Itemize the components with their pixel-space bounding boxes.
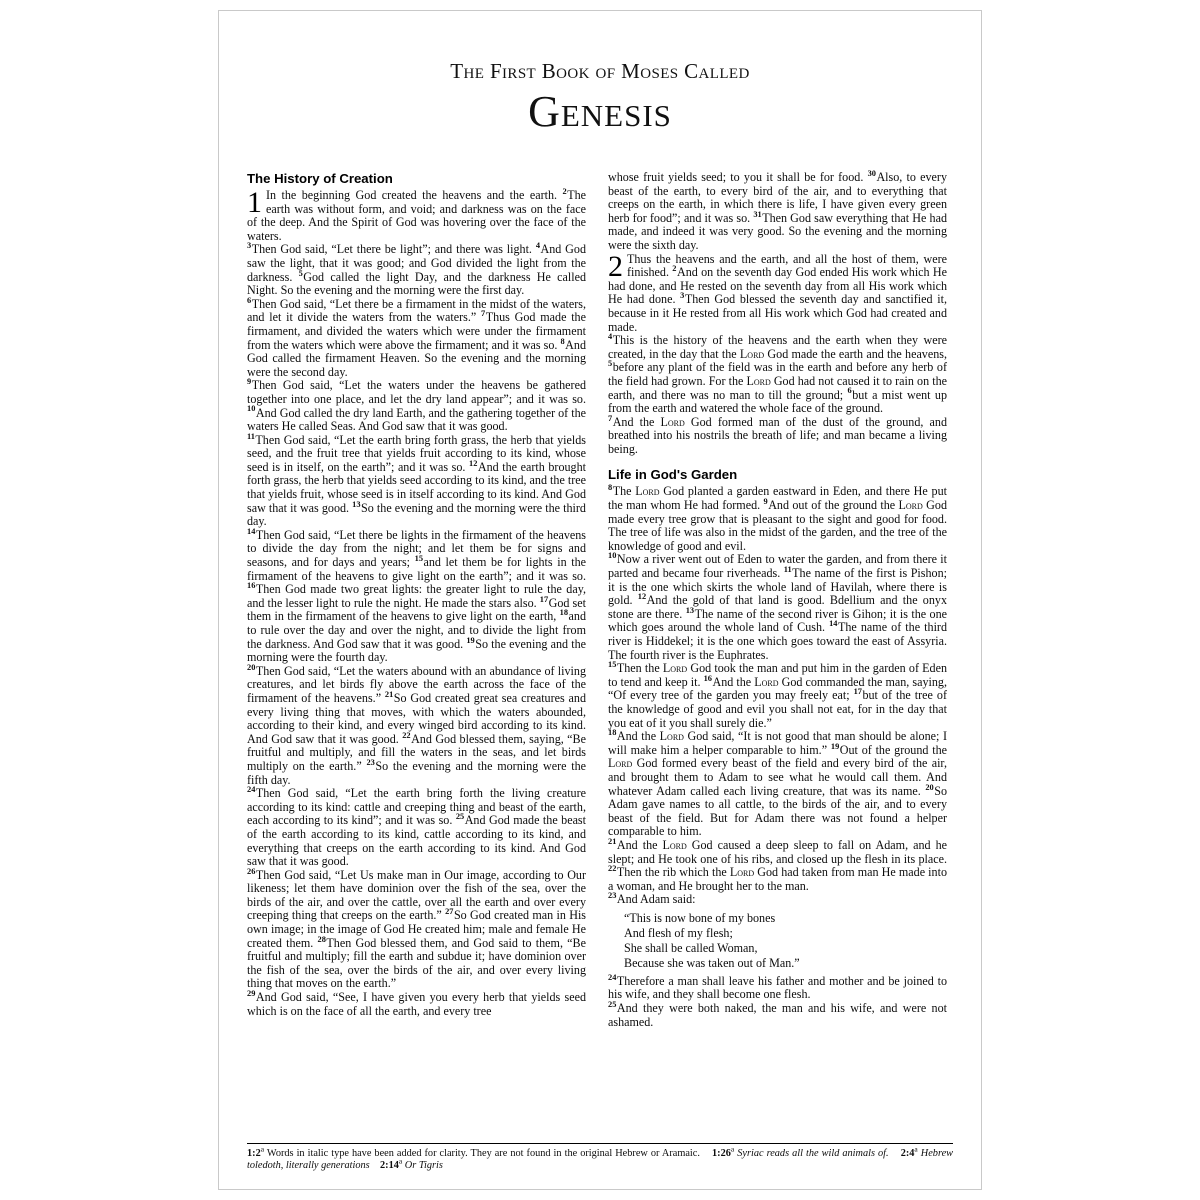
paragraph: $^{11}$Then God said, “Let the earth bring forth grass, the herb that yields seed, and the fruit tree that yields fruit according to its kind, whose seed is in itself, on the earth”; and it was so. $^{12}$And the earth brought forth grass, the herb that yields seed according to its kind, and the tree that yields fruit, whose seed is in itself according to its kind. And God saw that it was good. $^{13}$So the evening and the morning were the third day. — [247, 431, 586, 529]
footnote-reference: 1:2 — [247, 1147, 261, 1159]
paragraph — [247, 186, 586, 243]
paragraph: $^7$And the Lord God formed man of the dust of the ground, and breathed into his nostrils the breath of life; and man became a living being. — [608, 413, 947, 456]
poem-block — [608, 911, 947, 971]
footnote-entry — [712, 1144, 889, 1159]
paragraph: $^{26}$Then God said, “Let Us make man in Our image, according to Our likeness; let them have dominion over the fish of the sea, over the birds of the air, and over the cattle, over all the earth and over every creeping thing that creeps on the earth.” $^{27}$So God created man in His own image; in the image of God He created him; male and female He created them. $^{28}$Then God blessed them, and God said to them, “Be fruitful and multiply; fill the earth and subdue it; have dominion over the fish of the sea, over the birds of the air, and over every living thing that moves on the earth.” — [247, 866, 587, 991]
paragraph: $^{25}$And they were both naked, the man and his wife, and were not ashamed. — [608, 1000, 947, 1029]
paragraph: $^{20}$Then God said, “Let the waters abound with an abundance of living creatures, and let birds fly above the earth across the face of the firmament of the heavens.” $^{21}$So God created great sea creatures and every living thing that moves, with which the waters abounded, according to their kind, and every winged bird according to its kind. And God saw that it was good. $^{22}$And God blessed them, saying, “Be fruitful and multiply, and fill the waters in the seas, and let birds multiply on the earth.” $^{23}$So the evening and the morning were the fifth day. — [247, 662, 587, 787]
footnote-reference: 1:26 — [712, 1147, 731, 1159]
paragraph: $^3$Then God said, “Let there be light”; and there was light. $^4$And God saw the light, that it was good; and God divided the light from the darkness. $^5$God called the light Day, and the darkness He called Night. So the evening and the morning were the first day. — [247, 241, 587, 298]
paragraph: $^4$This is the history of the heavens and the earth when they were created, in the day that the Lord God made the earth and the heavens, $^5$before any plant of the field was in the earth and before any herb of the field had grown. For the Lord God had not caused it to rain on the earth, and there was no man to till the ground; $^6$but a mist went up from the earth and watered the whole face of the ground. — [608, 332, 948, 416]
footnote-marker: a — [914, 1144, 918, 1154]
paragraph: $^{29}$And God said, “See, I have given you every herb that yields seed which is on the face of all the earth, and every tree — [247, 989, 586, 1018]
paragraph: $^{24}$Then God said, “Let the earth bring forth the living creature according to its kind: cattle and creeping thing and beast of the earth, each according to its kind”; and it was so. $^{25}$And God made the beast of the earth according to its kind, cattle according to its kind, and everything that creeps on the earth according to its kind. And God saw that it was good. — [247, 785, 586, 869]
footnote-text: Hebrew toledoth, literally generations — [247, 1147, 954, 1172]
poem-line: Because she was taken out of Man.” — [624, 955, 800, 970]
paragraph: $^{15}$Then the Lord God took the man and put him in the garden of Eden to tend and keep it. $^{16}$And the Lord God commanded the man, saying, “Of every tree of the garden you may freely eat; $^{17}$but of the tree of the knowledge of good and evil you shall not eat, for in the day that you eat of it you shall surely die.” — [608, 660, 948, 730]
footnote-entry — [247, 1144, 700, 1159]
paragraph: $^{10}$Now a river went out of Eden to water the garden, and from there it parted and became four riverheads. $^{11}$The name of the first is Pishon; it is the one which skirts the whole land of Havilah, where there is gold. $^{12}$And the gold of that land is good. Bdellium and the onyx stone are there. $^{13}$The name of the second river is Gihon; it is the one which goes around the whole land of Cush. $^{14}$The name of the third river is Hiddekel; it is the one which goes toward the east of Assyria. The fourth river is the Euphrates. — [608, 551, 948, 662]
footnote-marker: a — [260, 1144, 265, 1154]
paragraph: $^{18}$And the Lord God said, “It is not good that man should be alone; I will make him a helper comparable to him.” $^{19}$Out of the ground the Lord God formed every beast of the field and every bird of the air, and brought them to Adam to see what he would call them. And whatever Adam called each living creature, that was its name. $^{20}$So Adam gave names to all cattle, to the birds of the air, and to every beast of the field. But for Adam there was not found a helper comparable to him. — [608, 728, 947, 839]
two-column-body — [247, 168, 953, 1029]
footnote-marker: a — [730, 1144, 735, 1154]
left-text-column — [247, 171, 586, 1018]
paragraph: $^{21}$And the Lord God caused a deep sleep to fall on Adam, and he slept; and He took one of his ribs, and closed up the flesh in its place. $^{22}$Then the rib which the Lord God had taken from man He made into a woman, and He brought her to the man. — [608, 836, 947, 893]
chapter-number-2: 2 — [608, 249, 623, 283]
poem-line: She shall be called Woman, — [624, 940, 758, 955]
paragraph-continuation: whose fruit yields seed; to you it shall be for food. $^{30}$Also, to every beast of the earth, to every bird of the air, and to everything that creeps on the earth, in which there is life, I have given every green herb for food”; and it was so. $^{31}$Then God saw everything that He had made, and indeed it was very good. So the evening and the morning were the sixth day. — [608, 168, 947, 252]
footnotes-block — [247, 1143, 953, 1173]
paragraph: $^9$Then God said, “Let the waters under the heavens be gathered together into one place, and let the dry land appear”; and it was so. $^{10}$And God called the dry land Earth, and the gathering together of the waters He called Seas. And God saw that it was good. — [247, 377, 586, 434]
section-heading-creation: The History of Creation — [247, 171, 393, 186]
section-heading-garden: Life in God's Garden — [608, 467, 738, 483]
right-text-column — [608, 168, 948, 1029]
poem-line: “This is now bone of my bones — [624, 910, 776, 925]
verse-text: In the beginning God created the heavens and the earth. $^2$The earth was without form, and void; and darkness was on the face of the deep. And the Spirit of God was hovering over the face of the waters. — [247, 186, 586, 243]
paragraph: $^{24}$Therefore a man shall leave his father and mother and be joined to his wife, and they shall become one flesh. — [608, 972, 947, 1002]
book-header-line: The First Book of Moses Called — [450, 59, 750, 83]
footnote-reference: 2:4 — [900, 1147, 915, 1159]
paragraph: $^{14}$Then God said, “Let there be lights in the firmament of the heavens to divide the day from the night; and let them be for signs and seasons, and for days and years; $^{15}$and let them be for lights in the firmament of the heavens to give light on the earth”; and it was so. $^{16}$Then God made two great lights: the greater light to rule the day, and the lesser light to rule the night. He made the stars also. $^{17}$God set them in the firmament of the heavens to give light on the earth, $^{18}$and to rule over the day and over the night, and to divide the light from the darkness. And God saw that it was good. $^{19}$So the evening and the morning were the fourth day. — [247, 526, 586, 665]
bible-page-sheet — [218, 10, 982, 1190]
footnote-text: Or Tigris — [404, 1160, 443, 1172]
book-title: Genesis — [528, 87, 672, 136]
paragraph: $^8$The Lord God planted a garden eastward in Eden, and there He put the man whom He had formed. $^9$And out of the ground the Lord God made every tree grow that is pleasant to the sight and good for food. The tree of life was also in the midst of the garden, and the tree of the knowledge of good and evil. — [608, 483, 947, 553]
poem-line: And flesh of my flesh; — [624, 925, 733, 940]
footnote-text: Syriac reads all the wild animals of. — [737, 1147, 889, 1159]
verse-text: Thus the heavens and the earth, and all the host of them, were finished. $^2$And on the seventh day God ended His work which He had done, and He rested on the seventh day from all His work which He had done. $^3$Then God blessed the seventh day and sanctified it, because in it He rested from all His work which God had created and made. — [608, 251, 947, 334]
footnote-reference: 2:14 — [380, 1160, 399, 1172]
paragraph: $^6$Then God said, “Let there be a firmament in the midst of the waters, and let it divide the waters from the waters.” $^7$Thus God made the firmament, and divided the waters which were under the firmament from the waters which were above the firmament; and it was so. $^8$And God called the firmament Heaven. So the evening and the morning were the second day. — [247, 295, 586, 379]
footnote-text: Words in italic type have been added for clarity. They are not found in the original Hebrew or Aramaic. — [266, 1147, 700, 1159]
footnote-entry — [380, 1156, 443, 1172]
chapter-number-1: 1 — [247, 186, 262, 219]
footnote-marker: a — [398, 1156, 403, 1166]
paragraph — [608, 249, 947, 335]
paragraph: $^{23}$And Adam said: — [608, 891, 696, 907]
